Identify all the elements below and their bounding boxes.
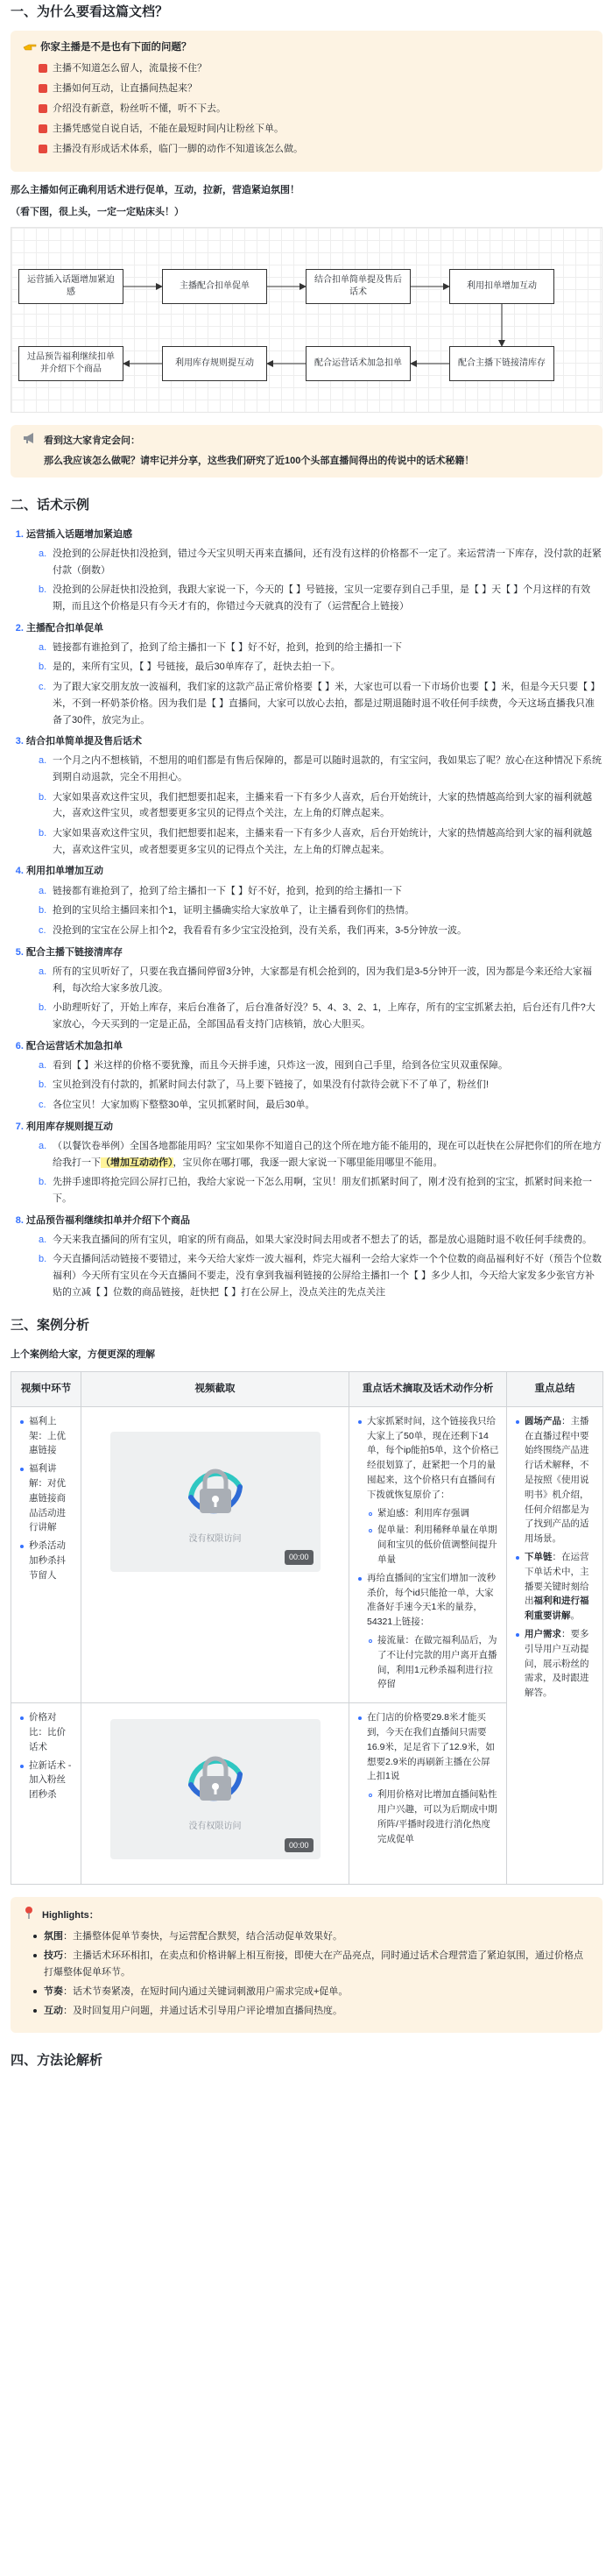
example-title: 主播配合扣单促单 (26, 622, 103, 633)
example-text: 各位宝贝！大家加购下整整30单，宝贝抓紧时间，最后30单。 (53, 1100, 315, 1111)
megaphone-icon (23, 432, 37, 449)
example-text: 没抢到的宝宝在公屏上扣个2，我看看有多少宝宝没抢到，没有关系，我们再来，3-5分钟放一波。 (53, 924, 468, 936)
flow-step-1: 运营插入话题增加紧迫感 (18, 269, 123, 304)
header-cell: 视频中环节 (11, 1372, 81, 1406)
highlight-item (32, 2003, 590, 2019)
analysis-sub-item: 利用价格对比增加直播间粘性用户兴趣，可以为后期成中期所阵/平播时段进行消化热度完成促单 (367, 1787, 499, 1846)
case-table-header (11, 1372, 603, 1406)
highlight-value: ：及时回复用户问题，并通过话术引导用户评论增加直播间热度。 (63, 2005, 342, 2016)
highlight-item (32, 1928, 590, 1944)
video-cell (81, 1703, 349, 1885)
highlight-value: ：主播话术环环相扣，在卖点和价格讲解上相互衔接，即使大在产品亮点，同时通过话术合理营造了紧迫氛围，通过价格点打爆整体促单环节。 (44, 1950, 583, 1978)
header-cell: 视频截取 (81, 1372, 349, 1406)
example-item: b. 抢到的宝贝给主播回来扣个1，证明主播确实给大家放单了，让主播看到你们的热情。 (39, 905, 415, 916)
pointing-hand-icon (23, 42, 35, 53)
stage-cell (11, 1406, 81, 1702)
section-title-why: 一、为什么要看这篇文档？ (11, 4, 169, 19)
example-group (26, 527, 602, 615)
example-item: b. 宝贝抢到没有付款的，抓紧时间去付款了，马上要下链接了，如果没有付款待会就下不了单了，粉丝们! (39, 1079, 490, 1091)
example-item: b. 先拼手速即将抢完回公屏打已拍，我给大家说一下怎么用啊，宝贝！朋友们抓紧时间了，刚才没有抢到的宝宝，抓紧时间来抢一下。 (39, 1177, 592, 1204)
summary-text: 。 (570, 1610, 580, 1622)
problem-text: 主播没有形成话术体系，临门一脚的动作不知道该怎么做。 (53, 144, 303, 155)
stage-item: 拉新话术 - 加入粉丝团秒杀 (18, 1759, 74, 1802)
example-item: a. 今天来我直播间的所有宝贝，咱家的所有商品，如果大家没时间去用或者不想去了的话，都是放心退随时退不收任何手续费的。 (39, 1234, 592, 1245)
example-title: 过品预告福利继续扣单并介绍下个商品 (26, 1214, 190, 1226)
example-item: b. 没抢到的公屏赶快扣没抢到，我跟大家说一下，今天的【 】号链接，宝贝一定要存到自己手里，是【 】天【 】个月这样的有效期，而且这个价格是只有今天才有的，你错过今天就真的没有了（运营配合上链接） (39, 584, 591, 612)
section-title-methodology: 四、方法论解析 (11, 2053, 103, 2069)
highlights-callout (11, 1897, 602, 2033)
highlight-key: 节奏 (44, 1985, 63, 1997)
flow-step-3: 结合扣单简单提及售后话术 (306, 269, 411, 304)
example-group (26, 733, 602, 858)
example-items (26, 546, 602, 615)
summary-term: 下单链 (525, 1552, 553, 1562)
problem-item (39, 60, 590, 76)
example-text: 今天来我直播间的所有宝贝，咱家的所有商品，如果大家没时间去用或者不想去了的话，都是放心退随时退不收任何手续费的。 (53, 1234, 592, 1245)
case-table (11, 1371, 603, 1885)
stage-item: 秒杀活动加秒杀抖节留人 (18, 1539, 74, 1582)
highlight-key: 互动 (44, 2005, 63, 2016)
example-text: 先拼手速即将抢完回公屏打已拍，我给大家说一下怎么用啊，宝贝！朋友们抓紧时间了，刚才没有抢到的宝宝，抓紧时间来抢一下。 (53, 1177, 592, 1204)
red-square-icon (39, 145, 47, 153)
example-group (26, 945, 602, 1033)
highlight-value: ：主播整体促单节奏快，与运营配合默契，结合活动促单效果好。 (63, 1931, 342, 1943)
analysis-sub-item: 紧迫感：利用库存强调 (367, 1506, 499, 1521)
analysis-item (356, 1571, 499, 1692)
example-item: b. 小助理听好了，开始上库存，来后台准备了，后台准备好没？5、4、3、2、1，上库存，所有的宝宝抓紧去拍，后台还有几件?大家放心，今天买到的一定是正品，全部国品看支持门店核销，放心大胆买。 (39, 1002, 595, 1030)
intro-line-2: （看下图，很上头，一定一定贴床头！） (11, 206, 184, 217)
example-group (26, 620, 602, 729)
highlight-item (32, 1948, 590, 1979)
highlights-list (23, 1928, 590, 2019)
section-title-cases: 三、案例分析 (11, 1317, 90, 1333)
flow-step-6: 配合运营话术加急扣单 (306, 346, 411, 381)
video-timestamp: 00:00 (285, 1550, 314, 1564)
locked-video-icon (180, 1457, 250, 1527)
example-item: a. 所有的宝贝听好了，只要在我直播间停留3分钟，大家都是有机会抢到的，因为我们是3-5分钟开一波，因为都是今来还给大家福利，每次给大家多放几波。 (39, 966, 593, 994)
red-square-icon (39, 124, 47, 133)
example-title: 配合主播下链接清库存 (26, 946, 123, 958)
stage-item: 福利上架：上优惠链接 (18, 1414, 74, 1458)
locked-video-icon (180, 1744, 250, 1815)
analysis-text: 在门店的价格要29.8米才能买到，今天在我们直播间只需要16.9米，足足省下了12.9米，如想要2.9米的再刷新主播在公屏上扣1说 (367, 1712, 495, 1782)
red-square-icon (39, 84, 47, 93)
highlight-text: （增加互动动作） (101, 1157, 173, 1168)
example-group (26, 1213, 602, 1301)
example-item: c. 为了跟大家交朋友放一波福利，我们家的这款产品正常价格要【 】米，大家也可以看一下市场价也要【 】米，但是今天只要【 】米，不到一杯奶茶价格。因为我们是【 】直播间，大家可以放心去拍，都是过期退随时退不收任何手续费，今天这场直播我只准备了30件，放完为止。 (39, 682, 601, 725)
red-square-icon (39, 64, 47, 73)
problems-heading (23, 39, 590, 56)
video-timestamp: 00:00 (285, 1838, 314, 1852)
video-no-access-text: 没有权限访问 (188, 1822, 242, 1832)
problem-text: 主播凭感觉自说自话，不能在最短时间内让粉丝下单。 (53, 124, 284, 135)
analysis-sub-item: 促单量：利用稀释单量在单期间和宝贝的低价值调整间提升单量 (367, 1523, 499, 1567)
example-group (26, 1119, 602, 1207)
example-items (26, 1232, 602, 1301)
example-text: 为了跟大家交朋友放一波福利，我们家的这款产品正常价格要【 】米，大家也可以看一下市场价也要【 】米，但是今天只要【 】米，不到一杯奶茶价格。因为我们是【 】直播间，大家可以放心去拍，都是过期退随时退不收任何手续费，今天这场直播我只准备了30件，放完为止。 (53, 682, 601, 725)
attention-heading (23, 432, 590, 449)
problem-item (39, 101, 590, 117)
example-text: 看到【 】米这样的价格不要犹豫，而且今天拼手速，只炸这一波，囤到自己手里，给到各位宝贝双重保障。 (53, 1059, 509, 1071)
example-items (26, 883, 602, 939)
video-cell (81, 1406, 349, 1702)
example-item: b. 大家如果喜欢这件宝贝，我们把想要扣起来，主播来看一下有多少人喜欢，后台开始统计，大家的热情越高给到大家的福利就越大，喜欢这件宝贝，或者想要更多宝贝的记得点个关注，左上角的灯牌点起来。 (39, 828, 592, 855)
example-item: b. 今天直播间活动链接不要错过，来今天给大家炸一波大福利，炸完大福利一会给大家炸一个个位数的商品福利好不好（预告个位数福利）今天所有宝贝在今天直播间不要走，没有拿到我福利链接的公屏给主播扣一个【 】多少人扣，今天给大家发多少张官方补贴的立减【 】位数的商品链接，赶快把【 】打在公屏上，没点关注的先点关注 (39, 1254, 602, 1298)
highlight-value: ：话术节奏紧凑，在短时间内通过关键词刺激用户需求完成+促单。 (63, 1985, 349, 1997)
attention-heading-text: 看到这大家肯定会问： (44, 435, 140, 446)
summary-text: ：要多引导用户互动提问，展示粉丝的需求，及时跟进解答。 (525, 1628, 589, 1699)
highlights-heading (23, 1906, 590, 1925)
problems-list (23, 60, 590, 158)
summary-item (514, 1550, 595, 1624)
summary-term: 用户需求 (525, 1628, 561, 1639)
example-items (26, 964, 602, 1033)
summary-term: 圆场产品 (525, 1415, 561, 1426)
highlight-key: 氛围 (44, 1931, 63, 1943)
example-item: a. 没抢到的公屏赶快扣没抢到，错过今天宝贝明天再来直播间，还有没有这样的价格都不一定了。来运营清一下库存，没付款的赶紧付款（倒数） (39, 548, 602, 576)
summary-text: ：主播在直播过程中要始终围绕产品进行话术解释，不是按照《使用说明书》机介绍，任何介绍都是为了找到产品的适用场景。 (525, 1415, 589, 1545)
example-text: 今天直播间活动链接不要错过，来今天给大家炸一波大福利，炸完大福利一会给大家炸一个个位数的商品福利好不好（预告个位数福利）今天所有宝贝在今天直播间不要走，没有拿到我福利链接的公屏给主播扣一个【 】多少人扣，今天给大家发多少张官方补贴的立减【 】位数的商品链接，赶快把【 】打在公屏上，没点关注的先点关注 (53, 1254, 602, 1298)
cases-subtitle: 上个案例给大家，方便更深的理解 (11, 1349, 155, 1361)
problem-item (39, 141, 590, 157)
highlight-key: 技巧 (44, 1950, 63, 1962)
example-title: 配合运营话术加急扣单 (26, 1040, 123, 1051)
analysis-cell (349, 1703, 507, 1885)
summary-item (514, 1414, 595, 1546)
example-item: a. 链接都有谁抢到了，抢到了给主播扣一下【 】好不好，抢到，抢到的给主播扣一下 (39, 641, 403, 653)
analysis-text: 大家抓紧时间，这个链接我只给大家上了50单，现在还剩下14单，每个ip能拍5单，这个价格已经很划算了，赶紧把一个月的量囤起来，这个价格只有直播间有下拨就恢复原价了： (367, 1415, 499, 1500)
example-title: 利用扣单增加互动 (26, 866, 103, 877)
analysis-item (356, 1710, 499, 1846)
summary-item (514, 1627, 595, 1701)
example-item: b. 是的，来所有宝贝，【 】号链接，最后30单库存了，赶快去拍一下。 (39, 662, 341, 673)
example-text: 链接都有谁抢到了，抢到了给主播扣一下【 】好不好，抢到，抢到的给主播扣一下 (53, 641, 403, 653)
example-items (26, 1138, 602, 1207)
example-text: 大家如果喜欢这件宝贝，我们把想要扣起来，主播来看一下有多少人喜欢，后台开始统计，大家的热情越高给到大家的福利就越大，喜欢这件宝贝，或者想要更多宝贝的记得点个关注，左上角的灯牌点起来。 (53, 791, 592, 819)
problem-text: 主播不知道怎么留人，流量接不住？ (53, 62, 207, 74)
summary-bold: 福利和进行福利重要讲解 (525, 1596, 589, 1622)
example-group (26, 863, 602, 938)
example-title: 利用库存规则提互动 (26, 1121, 113, 1132)
flowchart (11, 227, 602, 413)
stage-item: 福利讲解：对优惠链接商品活动进行讲解 (18, 1461, 74, 1535)
example-text: 宝贝抢到没有付款的，抓紧时间去付款了，马上要下链接了，如果没有付款待会就下不了单了，粉丝们! (53, 1079, 490, 1091)
problem-text: 介绍没有新意，粉丝听不懂，听不下去。 (53, 103, 226, 114)
video-player[interactable] (110, 1719, 321, 1859)
example-item: b. 大家如果喜欢这件宝贝，我们把想要扣起来，主播来看一下有多少人喜欢，后台开始统计，大家的热情越高给到大家的福利就越大，喜欢这件宝贝，或者想要更多宝贝的记得点个关注，左上角的灯牌点起来。 (39, 791, 592, 819)
problem-item (39, 121, 590, 137)
examples-list (11, 527, 602, 1301)
analysis-cell (349, 1406, 507, 1702)
video-no-access-text: 没有权限访问 (188, 1533, 242, 1544)
example-text: 一个月之内不想核销，不想用的咱们都是有售后保障的，都是可以随时退款的，有宝宝问，我如果忘了呢？放心在这种情况下系统到期自动退款，完全不用担心。 (53, 755, 602, 783)
highlight-item (32, 1984, 590, 1999)
flow-step-2: 主播配合扣单促单 (162, 269, 267, 304)
flowchart-arrows (11, 228, 603, 412)
header-cell: 重点话术摘取及话术动作分析 (349, 1372, 507, 1406)
example-item: a. 链接都有谁抢到了，抢到了给主播扣一下【 】好不好，抢到，抢到的给主播扣一下 (39, 885, 403, 896)
example-items (26, 1058, 602, 1114)
section-title-examples: 二、话术示例 (11, 497, 90, 513)
problem-text: 主播如何互动，让直播间热起来？ (53, 82, 197, 94)
pin-icon (23, 1906, 35, 1925)
example-text: 没抢到的公屏赶快扣没抢到，错过今天宝贝明天再来直播间，还有没有这样的价格都不一定了。来运营清一下库存，没付款的赶紧付款（倒数） (53, 548, 602, 576)
summary-cell (507, 1406, 603, 1884)
example-text: 没抢到的公屏赶快扣没抢到，我跟大家说一下，今天的【 】号链接，宝贝一定要存到自己手里，是【 】天【 】个月这样的有效期，而且这个价格是只有今天才有的，你错过今天就真的没有了（运营配合上链接） (53, 584, 591, 612)
analysis-item (356, 1414, 499, 1568)
example-items (26, 753, 602, 858)
example-item: a. （以餐饮卷举例）全国各地都能用吗？宝宝如果你不知道自己的这个所在地方能不能用的，现在可以赶快在公屏把你们的所在地方给我打一下（增加互动动作），宝贝你在哪打哪，我逐一跟大家说一下哪里能用哪里不能用。 (39, 1140, 602, 1168)
flow-step-4: 利用扣单增加互动 (449, 269, 554, 304)
example-title: 结合扣单简单提及售后话术 (26, 736, 142, 747)
example-text: 抢到的宝贝给主播回来扣个1，证明主播确实给大家放单了，让主播看到你们的热情。 (53, 905, 415, 916)
stage-cell (11, 1703, 81, 1885)
analysis-sub-item: 接流量：在做完福利品后，为了不让付完款的用户离开直播间，利用1元秒杀福利进行拉停留 (367, 1633, 499, 1692)
example-item: a. 看到【 】米这样的价格不要犹豫，而且今天拼手速，只炸这一波，囤到自己手里，给到各位宝贝双重保障。 (39, 1059, 509, 1071)
example-text: （以餐饮卷举例）全国各地都能用吗？宝宝如果你不知道自己的这个所在地方能不能用的，现在可以赶快在公屏把你们的所在地方给我打一下 (53, 1140, 602, 1168)
red-square-icon (39, 104, 47, 113)
example-text: 所有的宝贝听好了，只要在我直播间停留3分钟，大家都是有机会抢到的，因为我们是3-5分钟开一波，因为都是今来还给大家福利，每次给大家多放几波。 (53, 966, 593, 994)
example-text: 链接都有谁抢到了，抢到了给主播扣一下【 】好不好，抢到，抢到的给主播扣一下 (53, 885, 403, 896)
example-title: 运营插入话题增加紧迫感 (26, 528, 132, 540)
attention-callout (11, 425, 602, 478)
example-group (26, 1038, 602, 1114)
problems-callout (11, 31, 602, 173)
stage-item: 价格对比：比价话术 (18, 1710, 74, 1754)
video-player[interactable] (110, 1432, 321, 1572)
example-item: c. 没抢到的宝宝在公屏上扣个2，我看看有多少宝宝没抢到，没有关系，我们再来，3-5分钟放一波。 (39, 924, 468, 936)
example-item: a. 一个月之内不想核销，不想用的咱们都是有售后保障的，都是可以随时退款的，有宝宝问，我如果忘了呢？放心在这种情况下系统到期自动退款，完全不用担心。 (39, 755, 602, 783)
highlights-title: Highlights： (42, 1910, 99, 1921)
flow-step-8: 过品预告福利继续扣单并介绍下个商品 (18, 346, 123, 381)
summary-text: ：在运营下单话术中，主播要关键时刻给出 (525, 1552, 589, 1607)
problems-heading-text: 你家主播是不是也有下面的问题？ (40, 41, 192, 53)
problem-item (39, 81, 590, 96)
analysis-text: 再给直播间的宝宝们增加一波秒杀价，每个id只能抢一单，大家准备好手速今天1米的量券，54321上链接： (367, 1572, 496, 1628)
flow-step-5: 配合主播下链接清库存 (449, 346, 554, 381)
attention-body: 那么我应该怎么做呢？请牢记并分享，这些我们研究了近100个头部直播间得出的传说中的话术秘籍！ (44, 455, 475, 466)
example-text: 是的，来所有宝贝，【 】号链接，最后30单库存了，赶快去拍一下。 (53, 662, 341, 673)
example-text: ，宝贝你在哪打哪，我逐一跟大家说一下哪里能用哪里不能用。 (173, 1157, 443, 1168)
example-text: 大家如果喜欢这件宝贝，我们把想要扣起来，主播来看一下有多少人喜欢，后台开始统计，大家的热情越高给到大家的福利就越大，喜欢这件宝贝，或者想要更多宝贝的记得点个关注，左上角的灯牌点起来。 (53, 828, 592, 855)
example-text: 小助理听好了，开始上库存，来后台准备了，后台准备好没？5、4、3、2、1，上库存，所有的宝宝抓紧去拍，后台还有几件?大家放心，今天买到的一定是正品，全部国品看支持门店核销，放心大胆买。 (53, 1002, 595, 1030)
example-items (26, 640, 602, 728)
example-item: c. 各位宝贝！大家加购下整整30单，宝贝抓紧时间，最后30单。 (39, 1100, 315, 1111)
flow-step-7: 利用库存规则提互动 (162, 346, 267, 381)
header-cell: 重点总结 (507, 1372, 603, 1406)
intro-line-1: 那么主播如何正确利用话术进行促单，互动，拉新，营造紧迫氛围！ (11, 185, 299, 196)
table-row (11, 1406, 603, 1702)
